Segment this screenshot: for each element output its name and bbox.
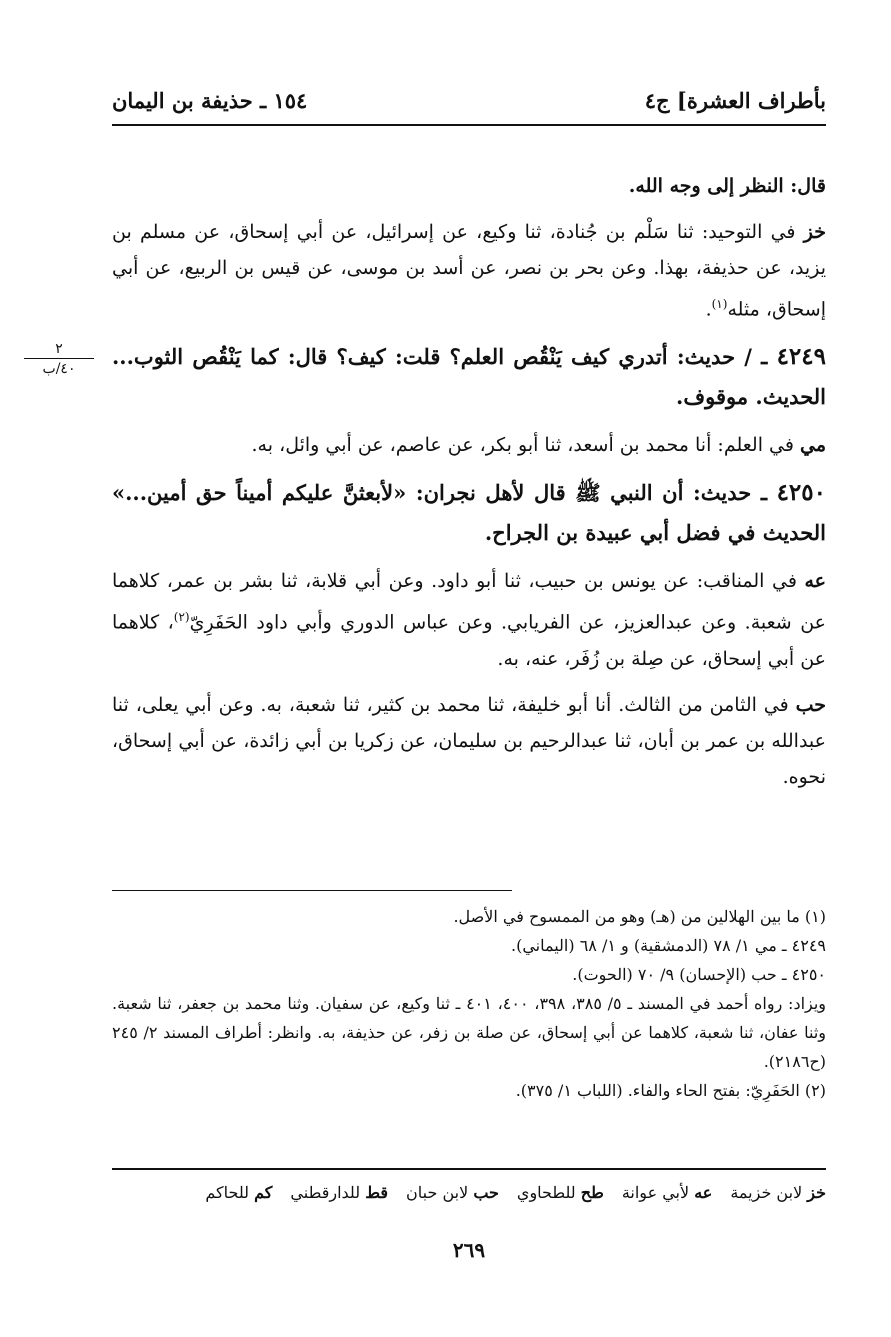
header-rule bbox=[112, 124, 826, 126]
paragraph-source-khuz bbox=[112, 214, 826, 327]
footnote-4249: ٤٢٤٩ ـ مي ١/ ٧٨ (الدمشقية) و ١/ ٦٨ (اليماني). bbox=[510, 936, 826, 955]
running-head-chapter: ١٥٤ ـ حذيفة بن اليمان bbox=[112, 87, 308, 113]
hadith-text: ـ حديث: أن النبي ﷺ قال لأهل نجران: «لأبعثنَّ عليكم أميناً حق أمين...» الحديث في فضل أبي عبيدة بن الجراح. bbox=[112, 480, 826, 546]
footnote-ref: (١) bbox=[711, 297, 728, 311]
abbrev-item: خز لابن خزيمة bbox=[730, 1183, 826, 1202]
footnote-ref: (٢) bbox=[173, 610, 190, 625]
margin-note-bottom: ٤٠/ب bbox=[42, 361, 76, 377]
hadith-text: ـ / حديث: أتدري كيف يَنْقُص العلم؟ قلت: كيف؟ قال: كما يَنْقُص الثوب... الحديث. موقوف. bbox=[112, 344, 826, 410]
paragraph-source-hb bbox=[112, 687, 826, 795]
page-number: ٢٦٩ bbox=[452, 1238, 486, 1262]
source-code: خز bbox=[803, 221, 826, 243]
abbrev-item: حب لابن حبان bbox=[406, 1183, 499, 1202]
source-code: حب bbox=[795, 693, 826, 716]
hadith-4250 bbox=[112, 473, 826, 553]
footnote-1: (١) ما بين الهلالين من (هـ) وهو من الممسوح في الأصل. bbox=[453, 907, 826, 926]
source-code: عه bbox=[804, 570, 826, 593]
main-text bbox=[112, 168, 826, 805]
running-head-volume: بأطراف العشرة] ج٤ bbox=[644, 87, 826, 113]
source-code: مي bbox=[799, 434, 826, 457]
margin-note-top: ٢ bbox=[24, 340, 94, 359]
paragraph-end: ، كلاهما عن أبي إسحاق، عن صِلة بن زُفَر، عنه، به. bbox=[112, 611, 826, 670]
book-page bbox=[112, 70, 826, 1310]
bottom-rule bbox=[112, 1168, 826, 1170]
abbrev-item: طح للطحاوي bbox=[516, 1183, 604, 1202]
footnotes bbox=[112, 902, 826, 1105]
abbreviation-key bbox=[112, 1180, 826, 1206]
abbrev-item: قط للدارقطني bbox=[290, 1183, 389, 1202]
paragraph-end: . bbox=[705, 298, 712, 321]
hadith-4249 bbox=[112, 337, 826, 417]
margin-note bbox=[24, 340, 94, 379]
paragraph-continuation: قال: النظر إلى وجه الله. bbox=[628, 175, 826, 197]
paragraph-source-ah bbox=[112, 563, 826, 676]
paragraph-text: في الثامن من الثالث. أنا أبو خليفة، ثنا محمد بن كثير، ثنا شعبة، به. وعن أبي يعلى، ثنا عبدالله بن عمر بن أبان، ثنا عبدالرحيم بن سليمان، عن زكريا بن أبي زائدة، عن أبي إسحاق، نحوه. bbox=[112, 693, 826, 788]
footnote-rule bbox=[112, 890, 512, 891]
abbrev-item: عه لأبي عوانة bbox=[621, 1183, 713, 1202]
hadith-number: ٤٢٤٩ bbox=[776, 343, 826, 371]
footnote-addition: ويزاد: رواه أحمد في المسند ـ ٥/ ٣٨٥، ٣٩٨، ٤٠٠، ٤٠١ ـ ثنا وكيع، عن سفيان. وثنا محمد بن جعفر، ثنا شعبة. وثنا عفان، ثنا شعبة، كلاهما عن أبي إسحاق، عن صلة بن زفر، عن حذيفة، به. وانظر: أطراف المسند ٢/ ٢٤٥ (ح٢١٨٦). bbox=[112, 994, 827, 1071]
hadith-number: ٤٢٥٠ bbox=[776, 479, 826, 507]
paragraph-source-mi bbox=[112, 427, 826, 463]
paragraph-text: في المناقب: عن يونس بن حبيب، ثنا أبو داود. وعن أبي قلابة، ثنا بشر بن عمر، كلاهما عن شعبة. وعن عبدالعزيز، عن الفريابي. وعن عباس الدوري وأبي داود الحَفَرِيّ bbox=[112, 570, 826, 634]
footnote-2: (٢) الحَفَرِيّ: بفتح الحاء والفاء. (اللباب ١/ ٣٧٥). bbox=[515, 1081, 826, 1100]
running-head bbox=[112, 80, 826, 120]
paragraph-text: في التوحيد: ثنا سَلْم بن جُنادة، ثنا وكيع، عن إسرائيل، عن أبي إسحاق، عن مسلم بن يزيد، عن حذيفة، بهذا. وعن بحر بن نصر، عن أسد بن موسى، عن قيس بن الربيع، عن أبي إسحاق، مثله bbox=[112, 221, 826, 321]
paragraph-text: في العلم: أنا محمد بن أسعد، ثنا أبو بكر، عن عاصم، عن أبي وائل، به. bbox=[251, 434, 800, 457]
footnote-4250: ٤٢٥٠ ـ حب (الإحسان) ٩/ ٧٠ (الحوت). bbox=[572, 965, 826, 984]
abbrev-item: كم للحاكم bbox=[205, 1183, 273, 1202]
